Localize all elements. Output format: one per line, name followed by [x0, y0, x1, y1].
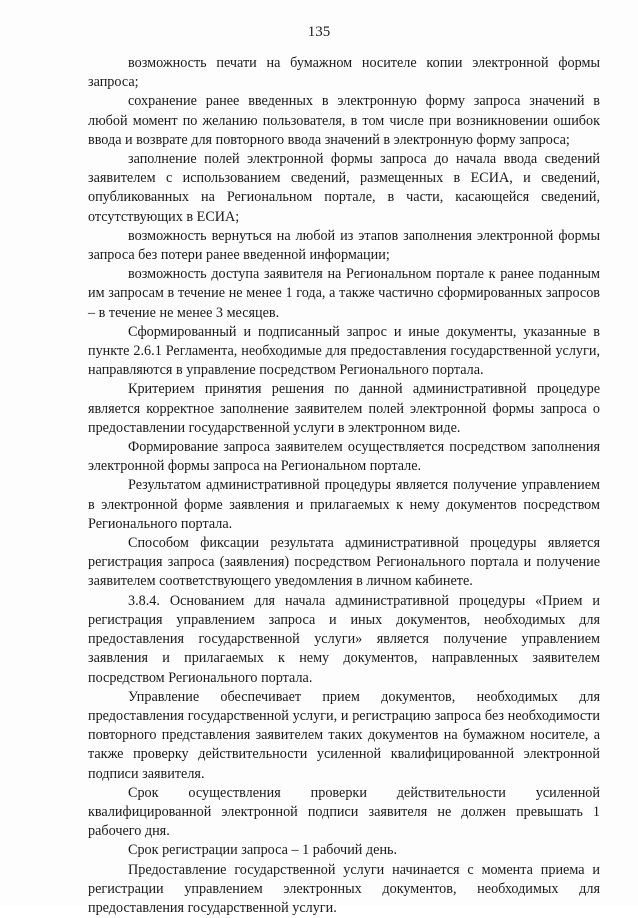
paragraph: Срок осуществления проверки действительности усиленной квалифицированной электронной подписи заявителя не должен превышать 1 рабочего дня. — [88, 784, 600, 840]
paragraph: Способом фиксации результата административной процедуры является регистрация запроса (заявления) посредством Регионального портала и получение заявителем соответствующего уведомления в личном кабинете. — [88, 535, 600, 590]
paragraph: Сформированный и подписанный запрос и иные документы, указанные в пункте 2.6.1 Регламента, необходимые для предоставления государственной услуги, направляются в управление посредством Регионального портала. — [88, 323, 600, 379]
paragraph: Формирование запроса заявителем осуществляется посредством заполнения электронной формы запроса на Региональном портале. — [88, 439, 600, 475]
document-body — [88, 54, 600, 918]
page-number: 135 — [307, 24, 331, 40]
paragraph: Результатом административной процедуры является получение управлением в электронной форме заявления и прилагаемых к нему документов посредством Регионального портала. — [88, 477, 600, 532]
paragraph: Управление обеспечивает прием документов, необходимых для предоставления государственной услуги, и регистрацию запроса без необходимости повторного представления заявителем таких документов на бумажном носителе, а также проверку действительности усиленной квалифицированной электронной подписи заявителя. — [88, 688, 600, 782]
paragraph: возможность доступа заявителя на Региональном портале к ранее поданным им запросам в течение не менее 1 года, а также частично сформированных запросов – в течение не менее 3 месяцев. — [88, 266, 600, 321]
paragraph: возможность вернуться на любой из этапов заполнения электронной формы запроса без потери ранее введенной информации; — [88, 227, 600, 264]
paragraph: Критерием принятия решения по данной административной процедуре является корректное заполнение заявителем полей электронной формы запроса о предоставлении государственной услуги в электронном виде. — [88, 381, 600, 436]
paragraph: 3.8.4. Основанием для начала административной процедуры «Прием и регистрация управлением запроса и иных документов, необходимых для предоставления государственной услуги» является получение управлением заявления и прилагаемых к нему документов, направленных заявителем посредством Регионального портала. — [88, 592, 600, 686]
paragraph: сохранение ранее введенных в электронную форму запроса значений в любой момент по желанию пользователя, в том числе при возникновении ошибок ввода и возврате для повторного ввода значений в электронную форму запроса; — [88, 93, 600, 148]
paragraph: Срок регистрации запроса – 1 рабочий день. — [128, 842, 398, 859]
paragraph: Предоставление государственной услуги начинается с момента приема и регистрации управлением электронных документов, необходимых для предоставления государственной услуги. — [88, 861, 600, 916]
paragraph: заполнение полей электронной формы запроса до начала ввода сведений заявителем с использованием сведений, размещенных в ЕСИА, и сведений, опубликованных на Региональном портале, в части, касающейся сведений, отсутствующих в ЕСИА; — [88, 151, 600, 225]
paragraph: возможность печати на бумажном носителе копии электронной формы запроса; — [88, 55, 600, 91]
